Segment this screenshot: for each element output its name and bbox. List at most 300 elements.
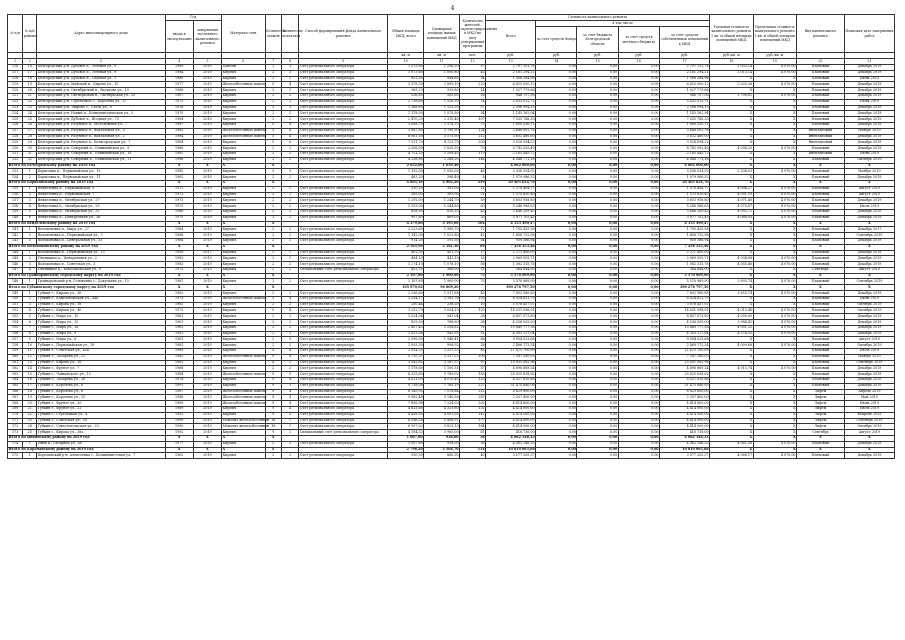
table-cell: 4: [23, 308, 37, 314]
table-cell: 2: [281, 117, 298, 123]
table-cell: Плановый: [797, 209, 845, 215]
table-cell: 1 408 732,96: [660, 233, 710, 239]
table-cell: 4: [281, 134, 298, 140]
table-cell: Счет регионального оператора: [299, 360, 388, 366]
table-cell: 0,00: [618, 401, 659, 407]
table-cell: 2: [265, 198, 281, 204]
subtotal-cell: X: [165, 447, 193, 453]
table-cell: 1 168,60: [388, 105, 424, 111]
table-cell: 2019: [193, 204, 221, 210]
table-cell: 0,00: [577, 111, 618, 117]
table-cell: X: [753, 430, 796, 436]
table-cell: 17: [23, 383, 37, 389]
table-cell: 1: [23, 291, 37, 297]
table-cell: 0,00: [577, 331, 618, 337]
table-cell: Счет регионального оператора: [299, 157, 388, 163]
table-cell: 2 185 445,72: [660, 151, 710, 157]
table-cell: Счет регионального оператора: [299, 134, 388, 140]
table-cell: 1 178,50: [388, 111, 424, 117]
table-cell: Кирпич: [222, 308, 265, 314]
table-cell: Волоконовка п., Центральная ул., 33: [37, 238, 165, 244]
table-cell: 0,00: [618, 175, 659, 181]
subtotal-cell: 2 796,20: [388, 447, 424, 453]
table-cell: Кирпич: [222, 111, 265, 117]
subtotal-label: Итого по Ивнянскому району на 2019 год: [8, 436, 166, 442]
page-number: 4: [450, 5, 455, 12]
table-cell: 3 646 209,45: [660, 209, 710, 215]
table-cell: 15 031 082,96: [660, 360, 710, 366]
table-cell: Плановый: [797, 70, 845, 76]
table-cell: 0,00: [577, 117, 618, 123]
table-cell: Вейделевка п., Первомайская, 5: [37, 186, 165, 192]
subtotal-label: Итого по Корочанскому району на 2019 год: [8, 447, 166, 453]
table-cell: 0,00: [577, 151, 618, 157]
table-cell: 1: [281, 418, 298, 424]
table-cell: Счет регионального оператора: [299, 302, 388, 308]
table-cell: 1977: [165, 82, 193, 88]
table-cell: Октябрь 2019: [844, 343, 894, 349]
subtotal-cell: 0,00: [536, 447, 577, 453]
table-cell: Кирпич: [222, 204, 265, 210]
table-cell: 1 100,51: [424, 366, 460, 372]
table-cell: 0,00: [618, 146, 659, 152]
table-cell: 0,00: [536, 238, 577, 244]
table-body: [8, 65, 895, 459]
table-cell: Губкин г., Чайковского ул., 11: [37, 372, 165, 378]
subtotal-cell: X: [222, 221, 265, 227]
table-cell: Губкин г., Мира ул., 12: [37, 320, 165, 326]
table-cell: Плановый: [797, 238, 845, 244]
table-cell: Декабрь 2019: [844, 238, 894, 244]
table-cell: 5: [265, 122, 281, 128]
table-cell: 1: [281, 192, 298, 198]
table-cell: 0,00: [536, 320, 577, 326]
table-cell: Специальный счёт регионального оператора: [299, 267, 388, 273]
table-cell: Плановый: [797, 441, 845, 447]
subtotal-cell: 4 902,20: [424, 180, 460, 186]
table-cell: Декабрь 2019: [844, 314, 894, 320]
table-cell: 0,00: [618, 325, 659, 331]
table-cell: 1962: [165, 175, 193, 181]
table-cell: 6 046,28: [388, 418, 424, 424]
table-cell: 403,20: [388, 267, 424, 273]
table-cell: X: [710, 354, 753, 360]
table-cell: 396,40: [424, 175, 460, 181]
table-cell: 1 073,60: [388, 70, 424, 76]
table-cell: 6: [281, 140, 298, 146]
subtotal-cell: X: [753, 436, 796, 442]
table-cell: 129: [460, 378, 486, 384]
table-cell: 124: [8, 111, 23, 117]
table-cell: 2: [281, 267, 298, 273]
table-cell: 2: [265, 111, 281, 117]
table-cell: 25: [23, 430, 37, 436]
table-cell: 4 068,17: [710, 453, 753, 459]
table-cell: X: [710, 250, 753, 256]
table-cell: 21: [460, 192, 486, 198]
table-cell: Счет регионального оператора: [299, 146, 388, 152]
table-cell: Счет регионального оператора: [299, 186, 388, 192]
subtotal-cell: X: [797, 163, 845, 169]
table-cell: Кирпич: [222, 256, 265, 262]
table-cell: Плановый: [797, 320, 845, 326]
table-cell: 385,00: [388, 192, 424, 198]
table-cell: 1 980,70: [424, 227, 460, 233]
table-cell: Губкин г., Мира ул., 6: [37, 337, 165, 343]
table-cell: Счет регионального оператора: [299, 337, 388, 343]
table-cell: 0,00: [577, 122, 618, 128]
table-cell: X: [753, 99, 796, 105]
table-cell: Май 2019: [844, 395, 894, 401]
table-cell: 120: [8, 88, 23, 94]
table-cell: Губкин г., Мира ул., 16: [37, 325, 165, 331]
table-cell: 4 048 771,16: [486, 157, 536, 163]
table-cell: 54: [460, 238, 486, 244]
table-cell: 4 414 000,00: [486, 412, 536, 418]
table-cell: 2: [281, 366, 298, 372]
table-cell: Кирпич: [222, 412, 265, 418]
table-cell: 2: [265, 262, 281, 268]
subtotal-cell: 0,00: [577, 163, 618, 169]
table-cell: 43: [460, 70, 486, 76]
table-cell: 18: [23, 389, 37, 395]
table-cell: X: [710, 378, 753, 384]
table-cell: 4 055,40: [710, 262, 753, 268]
table-cell: 23: [23, 105, 37, 111]
table-cell: 32: [23, 157, 37, 163]
table-cell: 1: [23, 186, 37, 192]
table-cell: 2: [265, 117, 281, 123]
column-number-cell: 5: [193, 59, 221, 65]
table-cell: 5 570 969,90: [660, 279, 710, 285]
table-cell: 4 238,80: [388, 157, 424, 163]
table-cell: 57: [460, 366, 486, 372]
table-cell: 1 027 779,66: [660, 88, 710, 94]
table-cell: 74: [460, 99, 486, 105]
column-number-cell: 12: [460, 59, 486, 65]
table-cell: Июль 2019: [844, 349, 894, 355]
table-cell: 4 070,00: [753, 192, 796, 198]
table-cell: X: [710, 175, 753, 181]
table-cell: 2019: [193, 389, 221, 395]
table-cell: 0,00: [618, 424, 659, 430]
table-cell: 149: [8, 291, 23, 297]
unit-cell: руб.: [660, 53, 710, 59]
table-cell: 7 765,19: [424, 383, 460, 389]
table-cell: 526,80: [388, 93, 424, 99]
table-cell: 2 271 400,00: [660, 250, 710, 256]
table-cell: Плановый: [797, 198, 845, 204]
table-cell: 1987: [165, 122, 193, 128]
col-header: Вид капитального ремонта: [797, 15, 845, 53]
table-cell: 4 070,00: [753, 169, 796, 175]
table-cell: 3: [23, 302, 37, 308]
table-cell: 4 096,27: [710, 186, 753, 192]
table-cell: 1972: [165, 267, 193, 273]
table-cell: 155: [8, 325, 23, 331]
table-cell: Вейделевка п., Октябрьская ул., 29: [37, 204, 165, 210]
table-cell: 959 366,94: [486, 238, 536, 244]
table-cell: 8 145,93: [388, 389, 424, 395]
table-cell: 4 521,00: [388, 378, 424, 384]
table-cell: 2019: [193, 302, 221, 308]
table-cell: 998,92: [424, 343, 460, 349]
table-cell: 0,00: [577, 204, 618, 210]
table-cell: 2019: [193, 441, 221, 447]
column-number-cell: 14: [536, 59, 577, 65]
table-cell: 4 070,00: [753, 366, 796, 372]
table-cell: Лифты: [797, 389, 845, 395]
table-cell: 9 962,48: [388, 395, 424, 401]
table-cell: 2019: [193, 192, 221, 198]
col-header: Плановая дата завершения работ: [844, 15, 894, 53]
table-cell: Плановый: [797, 227, 845, 233]
table-cell: 28: [460, 343, 486, 349]
subtotal-cell: 1 007,60: [388, 436, 424, 442]
table-cell: Счет регионального оператора: [299, 418, 388, 424]
table-cell: 2: [281, 453, 298, 459]
table-cell: 4: [281, 122, 298, 128]
table-cell: 2: [281, 198, 298, 204]
table-cell: 0,00: [577, 291, 618, 297]
subtotal-cell: X: [193, 436, 221, 442]
table-cell: 0,00: [618, 93, 659, 99]
subtotal-cell: 1 900,00: [424, 273, 460, 279]
table-cell: 3 603 958,80: [660, 198, 710, 204]
table-cell: Счет регионального оператора: [299, 65, 388, 71]
subtotal-cell: X: [797, 436, 845, 442]
table-cell: Панели: [222, 65, 265, 71]
table-cell: 0,00: [577, 238, 618, 244]
subtotal-cell: 0,00: [577, 273, 618, 279]
table-cell: 2: [265, 441, 281, 447]
table-cell: X: [753, 412, 796, 418]
table-cell: 1 244,70: [424, 198, 460, 204]
table-cell: 4 015,74: [710, 366, 753, 372]
table-cell: X: [710, 302, 753, 308]
table-cell: 60: [460, 204, 486, 210]
table-cell: 5: [265, 140, 281, 146]
table-cell: 1961: [165, 320, 193, 326]
table-cell: 177: [460, 418, 486, 424]
table-cell: 2 470,20: [388, 117, 424, 123]
table-cell: Кирпич: [222, 238, 265, 244]
table-cell: 1968: [165, 88, 193, 94]
column-number-cell: 18: [710, 59, 753, 65]
table-cell: 142: [8, 233, 23, 239]
table-cell: 0,00: [618, 267, 659, 273]
table-cell: X: [710, 88, 753, 94]
col-header: Общая площадь МКД, всего: [388, 15, 424, 53]
table-cell: 1 024,04: [388, 314, 424, 320]
table-cell: 4 438,50: [388, 412, 424, 418]
table-cell: 9: [265, 401, 281, 407]
table-cell: 2019: [193, 227, 221, 233]
table-cell: X: [710, 337, 753, 343]
col-header: Количество жителей, зарегистрированных в МКД на дату утверждения программы: [460, 15, 486, 53]
column-number-cell: 2: [23, 59, 37, 65]
table-cell: 3 252,79: [388, 308, 424, 314]
subtotal-cell: X: [844, 285, 894, 291]
table-cell: 0,00: [618, 331, 659, 337]
table-cell: Вейделевка п., Первомайская, 7: [37, 192, 165, 198]
table-cell: 1961: [165, 343, 193, 349]
column-number-cell: 4: [165, 59, 193, 65]
table-cell: 1962: [165, 302, 193, 308]
table-cell: 3 378,30: [388, 82, 424, 88]
table-cell: 4 070,00: [753, 441, 796, 447]
table-cell: Кирпич: [222, 349, 265, 355]
table-cell: 4 009,68: [710, 343, 753, 349]
table-cell: 4 414 800,00: [660, 401, 710, 407]
table-cell: 3 632 480,00: [486, 134, 536, 140]
table-cell: X: [753, 134, 796, 140]
table-cell: 1 274,10: [388, 262, 424, 268]
table-cell: X: [753, 76, 796, 82]
table-cell: X: [753, 296, 796, 302]
table-cell: Плановый: [797, 93, 845, 99]
table-cell: 2 396 994,15: [660, 105, 710, 111]
table-cell: 2019: [193, 401, 221, 407]
table-cell: Плановый: [797, 302, 845, 308]
table-cell: 154: [8, 320, 23, 326]
table-cell: X: [710, 157, 753, 163]
table-cell: 2 236,80: [388, 291, 424, 297]
table-cell: 1 946,41: [424, 337, 460, 343]
table-cell: Белгородский р-н, Северный п., Олимпийская ул., 10: [37, 151, 165, 157]
table-cell: Плановый: [797, 331, 845, 337]
table-cell: Лифты: [797, 401, 845, 407]
table-cell: 2: [281, 314, 298, 320]
subtotal-cell: 0,00: [618, 447, 659, 453]
table-cell: Вейделевка п., Октябрьская ул., 31: [37, 209, 165, 215]
table-cell: 2: [265, 204, 281, 210]
table-cell: Кирпич: [222, 192, 265, 198]
table-cell: 4 070,00: [753, 331, 796, 337]
table-cell: 2 899,10: [424, 82, 460, 88]
table-cell: 126: [8, 122, 23, 128]
table-cell: 2 161 294,21: [486, 70, 536, 76]
table-cell: Волоконовка п., Советская ул., 3: [37, 262, 165, 268]
table-cell: 139: [8, 209, 23, 215]
col-header: Количество этажей: [265, 15, 281, 53]
table-cell: Кирпич: [222, 320, 265, 326]
table-cell: 946 757,56: [660, 93, 710, 99]
table-cell: 4 091,10: [710, 192, 753, 198]
table-cell: 0,00: [577, 105, 618, 111]
table-cell: 0,00: [577, 320, 618, 326]
subtotal-cell: 239: [460, 180, 486, 186]
table-cell: 0,00: [577, 389, 618, 395]
table-cell: Губкин г., Лазарева ул., 22: [37, 354, 165, 360]
table-cell: 2019: [193, 349, 221, 355]
table-cell: 3 790,30: [424, 128, 460, 134]
table-cell: Белгородский р-н, Северный п., Олимпийская ул., 9: [37, 146, 165, 152]
table-cell: 2: [23, 233, 37, 239]
table-cell: 147: [8, 267, 23, 273]
table-cell: Плановый: [797, 343, 845, 349]
table-cell: X: [753, 337, 796, 343]
table-cell: 2: [265, 233, 281, 239]
table-cell: 0,00: [536, 93, 577, 99]
table-cell: 10: [460, 302, 486, 308]
table-cell: 1974: [165, 378, 193, 384]
table-cell: 140: [8, 215, 23, 221]
table-cell: 5: [23, 314, 37, 320]
table-cell: Лифты: [797, 424, 845, 430]
table-cell: 2 107,80: [388, 279, 424, 285]
col-header: ввода в эксплуатацию: [165, 21, 193, 53]
table-cell: Плановый: [797, 378, 845, 384]
table-cell: Губкин г., Кирова ул., 38: [37, 302, 165, 308]
column-number-cell: 8: [281, 59, 298, 65]
table-cell: Лифты: [797, 418, 845, 424]
table-cell: 2019: [193, 296, 221, 302]
table-cell: 146: [460, 157, 486, 163]
table-cell: 0,00: [536, 128, 577, 134]
table-cell: 2: [265, 70, 281, 76]
table-cell: Белгородский р-н, Северный п., Олимпийская ул., 11: [37, 157, 165, 163]
subtotal-cell: 10 810 065,68: [486, 447, 536, 453]
table-cell: Плановый: [797, 65, 845, 71]
table-cell: 2: [265, 267, 281, 273]
table-cell: 5: [265, 349, 281, 355]
table-cell: 172: [8, 424, 23, 430]
table-cell: 1956: [165, 250, 193, 256]
table-cell: Плановый: [797, 453, 845, 459]
table-cell: 0,00: [618, 76, 659, 82]
table-cell: 0,00: [577, 157, 618, 163]
table-cell: Июнь 2019: [844, 99, 894, 105]
table-cell: 484,10: [388, 256, 424, 262]
table-cell: Счет регионального оператора: [299, 401, 388, 407]
table-cell: 5 432 012,71: [660, 99, 710, 105]
table-cell: Август 2019: [844, 192, 894, 198]
table-cell: 7 578,84: [424, 389, 460, 395]
col-header: № п/п: [8, 15, 23, 53]
table-cell: 2: [281, 93, 298, 99]
table-cell: Кирпич: [222, 157, 265, 163]
table-cell: Плановый: [797, 279, 845, 285]
table-cell: Губкин г., Стрелецкая ул., 4: [37, 412, 165, 418]
table-cell: 1988: [165, 395, 193, 401]
table-cell: Кирпич: [222, 262, 265, 268]
table-cell: 1962: [165, 291, 193, 297]
subtotal-cell: X: [165, 436, 193, 442]
table-cell: Счет регионального оператора: [299, 99, 388, 105]
table-cell: 1 079 986,32: [486, 175, 536, 181]
table-cell: 2: [265, 314, 281, 320]
table-cell: 0,00: [536, 227, 577, 233]
subtotal-cell: 0,00: [618, 221, 659, 227]
table-cell: 0,00: [577, 175, 618, 181]
table-cell: Декабрь 2019: [844, 65, 894, 71]
table-cell: X: [753, 105, 796, 111]
table-cell: 36: [460, 441, 486, 447]
table-cell: 2 161 294,21: [660, 70, 710, 76]
table-cell: 2019: [193, 215, 221, 221]
table-cell: Плановый: [797, 256, 845, 262]
table-cell: X: [753, 407, 796, 413]
table-cell: Счет регионального оператора: [299, 412, 388, 418]
subtotal-cell: 10 810 065,68: [660, 447, 710, 453]
table-cell: 157: [8, 337, 23, 343]
table-cell: 14 031 098,01: [486, 308, 536, 314]
subtotal-cell: 938,00: [424, 436, 460, 442]
table-cell: Внеплановый: [797, 128, 845, 134]
table-cell: Счет регионального оператора: [299, 140, 388, 146]
subtotal-cell: 20 405 624,70: [660, 180, 710, 186]
